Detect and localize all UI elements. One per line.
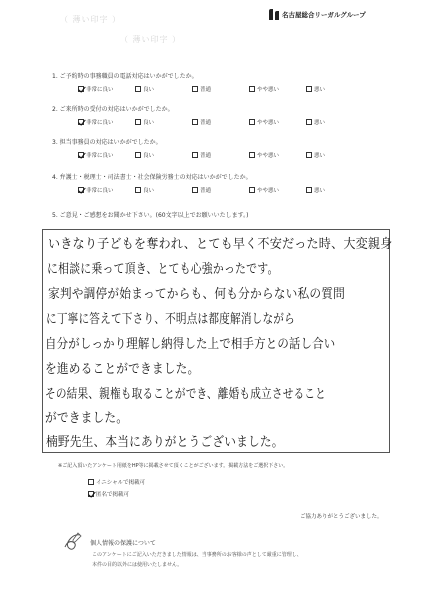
- q3-checkbox-1[interactable]: [78, 152, 84, 158]
- publication-checkbox-anonymous[interactable]: [88, 491, 94, 497]
- pen-flourish-icon: [62, 530, 84, 552]
- q4-checkbox-4[interactable]: [249, 187, 255, 193]
- privacy-title: 個人情報の保護について: [90, 540, 156, 547]
- q1-option-4[interactable]: [249, 85, 306, 93]
- question-4-options: [78, 186, 363, 194]
- q4-option-3[interactable]: [192, 186, 249, 194]
- q3-option-5[interactable]: [306, 151, 363, 159]
- q3-option-3-label: 普通: [200, 153, 212, 159]
- comment-line-1-text: いきなり子どもを奪われ、とても早く不安だった時、大変親身: [48, 237, 393, 252]
- q4-option-4[interactable]: [249, 186, 306, 194]
- q4-option-5-label: 悪い: [314, 188, 326, 194]
- q4-checkbox-3[interactable]: [192, 187, 198, 193]
- thanks-text: ご協力ありがとうございました。: [300, 514, 383, 520]
- q1-option-2[interactable]: [135, 85, 192, 93]
- comment-line-3-text: 家判や調停が始まってからも、何も分からない私の質問: [48, 287, 346, 302]
- q4-option-5[interactable]: [306, 186, 363, 194]
- q2-option-2-label: 良い: [143, 120, 155, 126]
- comment-line-4: [46, 308, 350, 327]
- faded-header-line-2: （ 薄い印字 ）: [120, 35, 182, 44]
- q2-option-1-label: 非常に良い: [86, 120, 114, 126]
- q2-option-3[interactable]: [192, 118, 249, 126]
- publication-option-anonymous[interactable]: [88, 490, 129, 498]
- q2-option-4[interactable]: [249, 118, 306, 126]
- question-3-label: 3. 担当事務員の対応はいかがでしたか。: [52, 139, 162, 146]
- q3-checkbox-2[interactable]: [135, 152, 141, 158]
- publication-option-initials-label: イニシャルで掲載可: [96, 480, 146, 486]
- q1-option-4-label: やや悪い: [257, 87, 280, 93]
- q4-option-1-label: 非常に良い: [86, 188, 114, 194]
- comment-line-2: [47, 258, 323, 277]
- comment-line-4-text: に丁寧に答えて下さり、不明点は都度解消しながら: [46, 312, 295, 327]
- q2-option-3-label: 普通: [200, 120, 212, 126]
- comment-line-8: [45, 407, 137, 426]
- comment-line-2-text: に相談に乗って頂き、とても心強かったです。: [47, 262, 279, 277]
- privacy-body-line-1: このアンケートにご記入いただきました情報は、当事務所のお客様の声として厳重に管理し、: [92, 552, 302, 558]
- q2-checkbox-3[interactable]: [192, 119, 198, 125]
- q2-option-5[interactable]: [306, 118, 363, 126]
- comment-line-1: [48, 233, 418, 252]
- comment-line-5: [45, 333, 375, 352]
- q1-option-5[interactable]: [306, 85, 363, 93]
- q1-option-3-label: 普通: [200, 87, 212, 93]
- q3-option-2-label: 良い: [143, 153, 155, 159]
- comment-prompt: 5. ご意見・ご感想をお聞かせ下さい。(60文字以上でお願いいたします。): [52, 212, 249, 219]
- question-2-options: [78, 118, 363, 126]
- q1-option-2-label: 良い: [143, 87, 155, 93]
- comment-line-6-text: を進めることができました。: [45, 362, 200, 377]
- question-3-options: [78, 151, 363, 159]
- publication-checkbox-initials[interactable]: [88, 479, 94, 485]
- comment-line-8-text: ができました。: [45, 411, 129, 426]
- q3-option-4-label: やや悪い: [257, 153, 280, 159]
- q2-option-5-label: 悪い: [314, 120, 326, 126]
- q1-option-3[interactable]: [192, 85, 249, 93]
- comment-line-7: [45, 383, 388, 402]
- q3-option-4[interactable]: [249, 151, 306, 159]
- q3-checkbox-5[interactable]: [306, 152, 312, 158]
- q1-checkbox-3[interactable]: [192, 86, 198, 92]
- q3-option-5-label: 悪い: [314, 153, 326, 159]
- q1-checkbox-2[interactable]: [135, 86, 141, 92]
- q4-option-1[interactable]: [78, 186, 135, 194]
- q2-checkbox-5[interactable]: [306, 119, 312, 125]
- q4-option-2-label: 良い: [143, 188, 155, 194]
- q1-option-1-label: 非常に良い: [86, 87, 114, 93]
- q4-option-3-label: 普通: [200, 188, 212, 194]
- q1-checkbox-1[interactable]: [78, 86, 84, 92]
- q3-option-3[interactable]: [192, 151, 249, 159]
- q4-option-4-label: やや悪い: [257, 188, 280, 194]
- q1-checkbox-5[interactable]: [306, 86, 312, 92]
- q3-checkbox-3[interactable]: [192, 152, 198, 158]
- question-1-options: [78, 85, 363, 93]
- comment-line-9-text: 楠野先生、本当にありがとうございました。: [46, 435, 284, 450]
- comment-line-6: [45, 358, 217, 377]
- q3-option-2[interactable]: [135, 151, 192, 159]
- publication-question: ※ご記入頂いたアンケート用紙をHP等に掲載させて頂くことがございます。掲載方法をご選択下さい。: [58, 463, 289, 469]
- q2-checkbox-1[interactable]: [78, 119, 84, 125]
- q4-option-2[interactable]: [135, 186, 192, 194]
- q3-option-1-label: 非常に良い: [86, 153, 114, 159]
- q2-option-1[interactable]: [78, 118, 135, 126]
- question-2-label: 2. ご来所時の受付の対応はいかがでしたか。: [52, 106, 174, 113]
- question-4-label: 4. 弁護士・税理士・司法書士・社会保険労務士の対応はいかがでしたか。: [52, 174, 252, 181]
- publication-option-initials[interactable]: [88, 478, 145, 486]
- q4-checkbox-1[interactable]: [78, 187, 84, 193]
- q4-checkbox-5[interactable]: [306, 187, 312, 193]
- comment-line-9: [46, 431, 310, 450]
- q2-checkbox-2[interactable]: [135, 119, 141, 125]
- comment-line-5-text: 自分がしっかり理解し納得した上で相手方との話し合い: [45, 337, 336, 352]
- logo-text: 名古屋総合リーガルグループ: [282, 10, 366, 19]
- q1-option-1[interactable]: [78, 85, 135, 93]
- q1-checkbox-4[interactable]: [249, 86, 255, 92]
- building-logo-icon: [268, 8, 280, 20]
- privacy-body-line-2: 本件の目的以外には使用いたしません。: [92, 562, 183, 568]
- q2-option-2[interactable]: [135, 118, 192, 126]
- company-logo: [268, 8, 366, 20]
- q2-option-4-label: やや悪い: [257, 120, 280, 126]
- q1-option-5-label: 悪い: [314, 87, 326, 93]
- q3-option-1[interactable]: [78, 151, 135, 159]
- comment-line-3: [48, 283, 378, 302]
- publication-option-anonymous-label: 匿名で掲載可: [96, 492, 130, 498]
- question-1-label: 1. ご予約時の事務職員の電話対応はいかがでしたか。: [52, 73, 198, 80]
- q3-checkbox-4[interactable]: [249, 152, 255, 158]
- q2-checkbox-4[interactable]: [249, 119, 255, 125]
- comment-line-7-text: その結果、親権も取ることができ、離婚も成立させること: [45, 387, 327, 402]
- faded-header-line-1: （ 薄い印字 ）: [60, 15, 122, 24]
- q4-checkbox-2[interactable]: [135, 187, 141, 193]
